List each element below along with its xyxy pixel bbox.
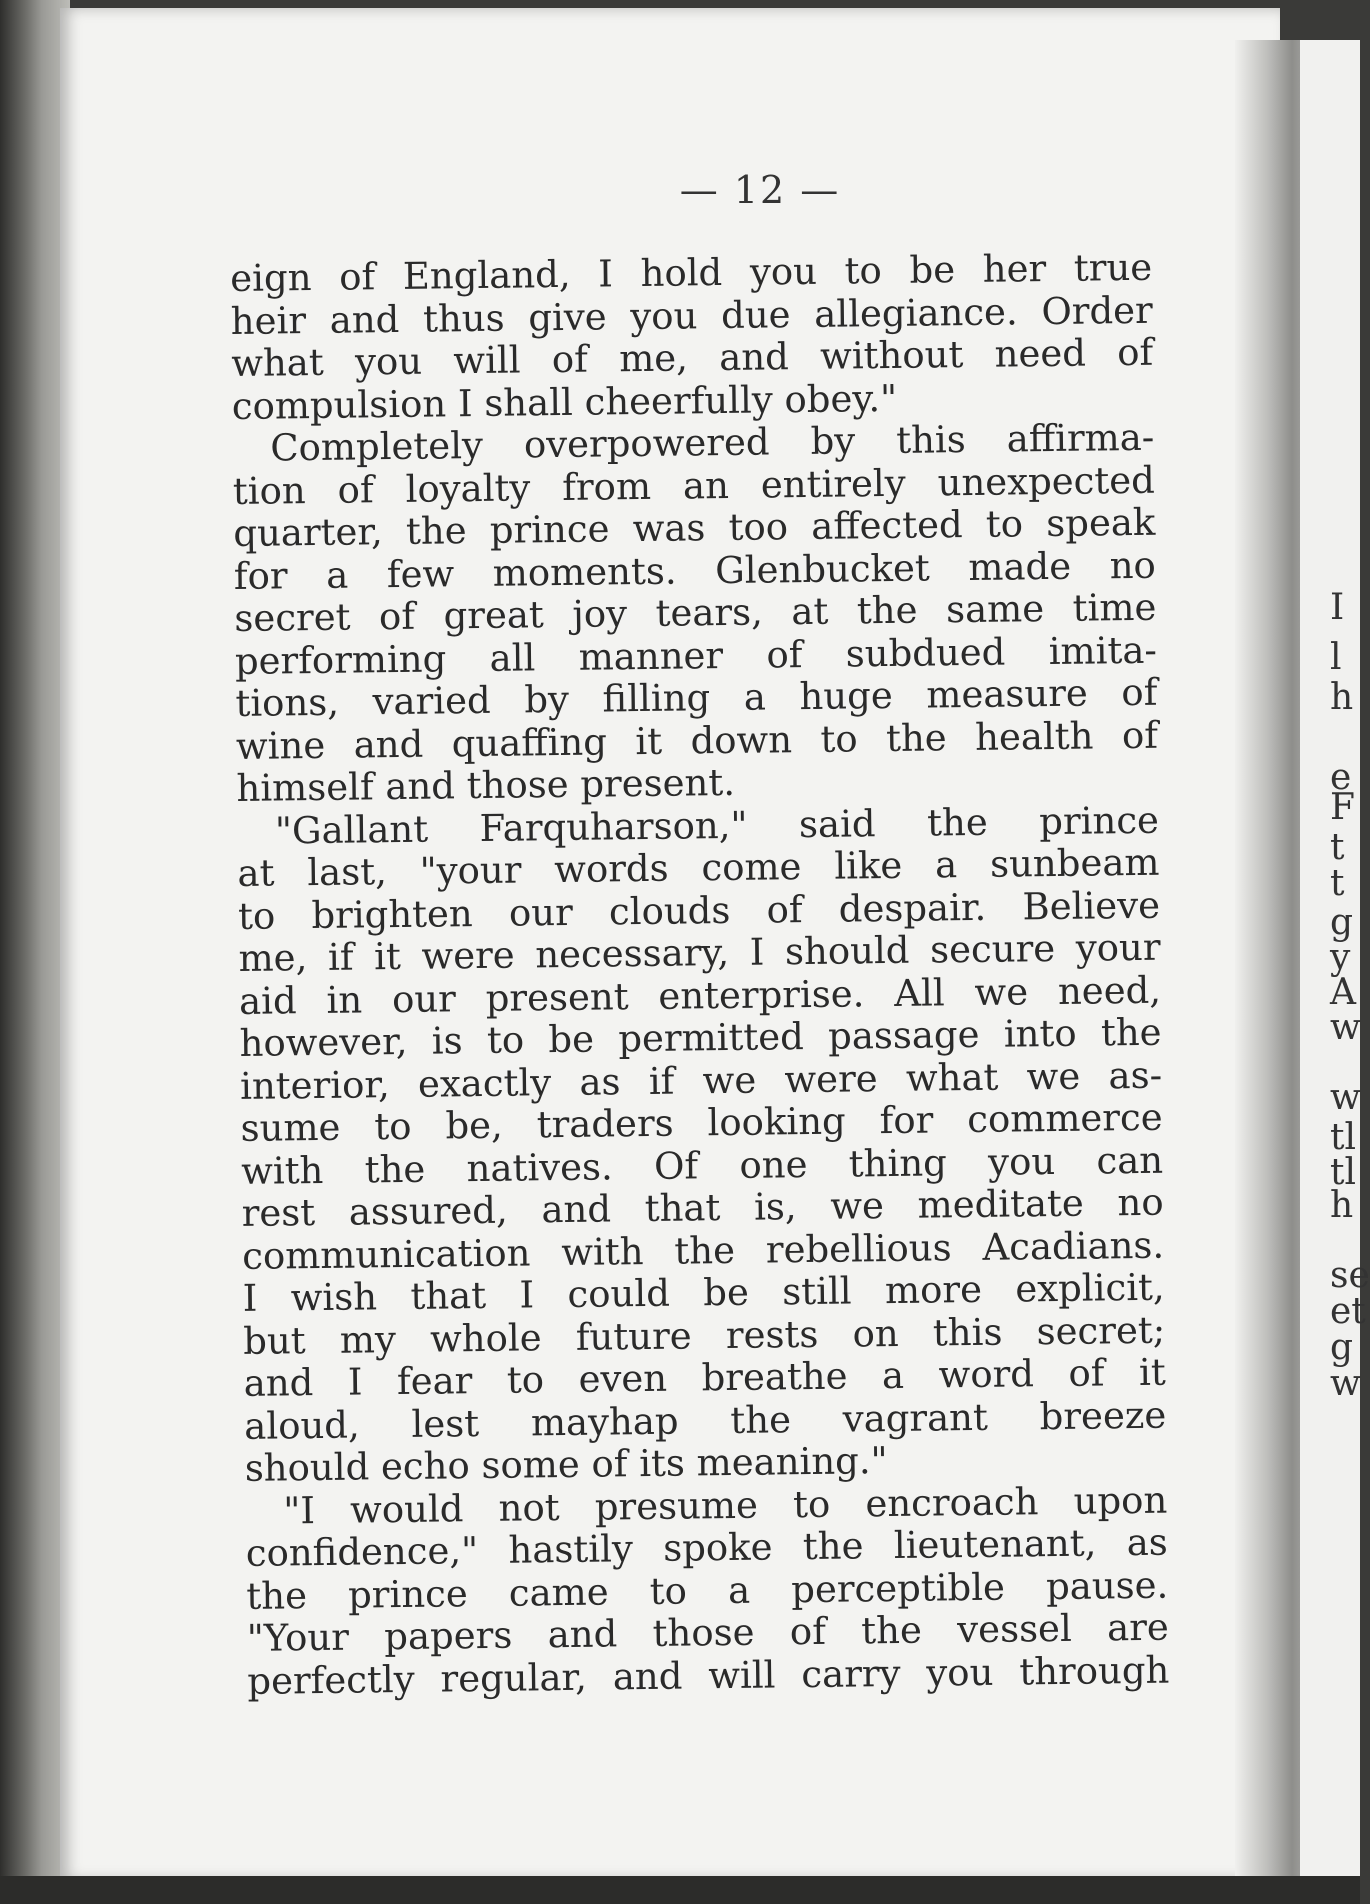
text-line: and I fear to even breathe a word of it: [243, 1350, 1166, 1405]
facing-page-letter: t: [1330, 863, 1345, 904]
text-line: aid in our present enterprise. All we need,: [238, 968, 1162, 1023]
text-line: I wish that I could be still more explicit,: [242, 1265, 1165, 1320]
text-line: eign of England, I hold you to be her true: [229, 245, 1153, 300]
facing-page-letter: g: [1330, 1327, 1354, 1368]
text-line: however, is to be permitted passage into the: [239, 1010, 1162, 1065]
text-line: rest assured, and that is, we meditate no: [241, 1180, 1164, 1235]
text-line: performing all manner of subdued imita-: [234, 628, 1158, 683]
text-line: at last, "your words come like a sunbeam: [237, 840, 1160, 895]
text-line: but my whole future rests on this secret;: [242, 1308, 1166, 1363]
facing-page-letter: h: [1330, 677, 1354, 718]
text-line: quarter, the prince was too affected to speak: [233, 500, 1156, 555]
text-line: "Your papers and those of the vessel are: [246, 1605, 1170, 1660]
text-line: himself and those present.: [236, 760, 736, 810]
text-line: perfectly regular, and will carry you through: [247, 1648, 1170, 1703]
text-line: "Gallant Farquharson," said the prince: [274, 798, 1160, 852]
text-line: should echo some of its meaning.": [244, 1439, 888, 1490]
text-line: communication with the rebellious Acadians.: [241, 1223, 1165, 1278]
facing-page-letter: l: [1330, 637, 1342, 678]
scan-bottom-edge: [0, 1876, 1360, 1904]
facing-page-letter: I: [1330, 587, 1345, 628]
text-line: aloud, lest mayhap the vagrant breeze: [244, 1393, 1167, 1448]
facing-page-fragment: [1300, 40, 1370, 1880]
facing-page-letter: w: [1330, 1007, 1361, 1048]
text-line: compulsion I shall cheerfully obey.": [231, 376, 898, 428]
facing-page-letter: h: [1330, 1185, 1354, 1226]
text-line: sume to be, traders looking for commerce: [240, 1095, 1163, 1150]
text-line: tions, varied by filling a huge measure of: [235, 670, 1158, 725]
facing-page-letter: g: [1330, 902, 1354, 943]
text-line: secret of great joy tears, at the same time: [234, 585, 1157, 640]
page-number: — 12 —: [679, 168, 841, 212]
facing-page-letter: et: [1330, 1291, 1366, 1332]
text-line: to brighten our clouds of despair. Believe: [237, 883, 1161, 938]
facing-page-letter: w: [1330, 1363, 1361, 1404]
facing-page-letter: e: [1330, 757, 1352, 798]
text-line: heir and thus give you due allegiance. Order: [230, 288, 1153, 343]
facing-page-letter: tl: [1330, 1117, 1356, 1158]
facing-page-letter: t: [1330, 827, 1345, 868]
text-line: tion of loyalty from an entirely unexpected: [232, 458, 1156, 513]
facing-page-letter: F: [1330, 787, 1355, 828]
text-line: for a few moments. Glenbucket made no: [233, 543, 1157, 598]
facing-page-letter: y: [1330, 937, 1351, 978]
body-text: [230, 247, 1170, 1703]
facing-page-letter: se: [1330, 1255, 1370, 1296]
text-line: the prince came to a perceptible pause.: [246, 1563, 1169, 1618]
facing-page-letter: tl: [1330, 1152, 1356, 1193]
text-line: confidence," hastily spoke the lieutenant, as: [245, 1520, 1169, 1575]
text-line: with the natives. Of one thing you can: [240, 1138, 1164, 1193]
text-line: "I would not presume to encroach upon: [283, 1478, 1168, 1532]
text-line: wine and quaffing it down to the health of: [235, 713, 1159, 768]
text-line: Completely overpowered by this affirma-: [270, 415, 1155, 470]
facing-page-letter: A: [1330, 972, 1356, 1013]
text-line: interior, exactly as if we were what we as-: [239, 1053, 1163, 1108]
facing-page-letter: w: [1330, 1077, 1361, 1118]
text-line: me, if it were necessary, I should secure your: [238, 925, 1161, 980]
text-line: what you will of me, and without need of: [231, 330, 1154, 385]
